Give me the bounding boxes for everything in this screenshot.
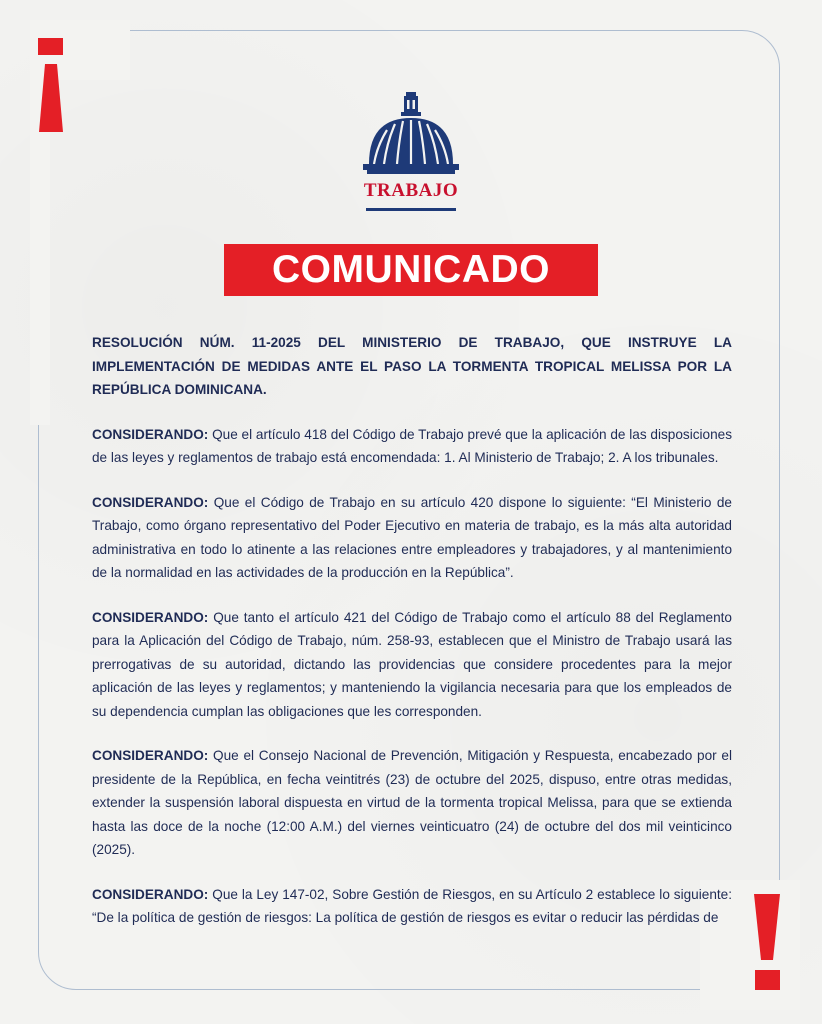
paragraph-text: Que tanto el artículo 421 del Código de Trabajo como el artículo 88 del Reglamento para la Aplicación del Código de Trabajo, núm. 258-93, establecen que el Ministro de Trabajo usará las prerrogativas de su autoridad, dictando las providencias que considere procedentes para la mejor aplicación de las leyes y reglamentos; y manteniendo la vigilancia necesaria para que los empleados de su dependencia cumplan las obligaciones que les corresponden. [92,609,732,719]
exclamation-open-icon [36,38,66,132]
paragraph-lead: CONSIDERANDO: [92,748,209,763]
considerando-paragraph [92,491,732,585]
paragraph-text: Que la Ley 147-02, Sobre Gestión de Riesgos, en su Artículo 2 establece lo siguiente: “De la política de gestión de riesgos: La política de gestión de riesgos es evitar o reducir las pérdidas de [92,886,732,925]
considerando-paragraph [92,606,732,724]
exclamation-close-icon [752,894,782,990]
comunicado-banner: COMUNICADO [224,244,598,296]
logo-label: TRABAJO [363,180,459,201]
considerando-paragraph [92,883,732,930]
paragraph-lead: CONSIDERANDO: [92,494,209,510]
paragraph-lead: CONSIDERANDO: [92,886,209,902]
paragraph-lead: CONSIDERANDO: [92,426,209,442]
considerando-paragraph [92,744,732,862]
considerando-paragraph [92,423,732,470]
paragraph-text: Que el artículo 418 del Código de Trabajo prevé que la aplicación de las disposiciones de las leyes y reglamentos de trabajo está encomendada: 1. Al Ministerio de Trabajo; 2. A los tribunales. [92,426,733,465]
logo-underline [366,208,456,211]
resolution-title: RESOLUCIÓN NÚM. 11-2025 DEL MINISTERIO DE TRABAJO, QUE INSTRUYE LA IMPLEMENTACIÓN DE MEDIDAS ANTE EL PASO LA TORMENTA TROPICAL MELISSA POR LA REPÚBLICA DOMINICANA. [92,335,732,397]
resolution-body [92,331,732,951]
paragraph-lead: CONSIDERANDO: [92,609,209,625]
paragraph-text: Que el Código de Trabajo en su artículo 420 dispone lo siguiente: “El Ministerio de Trabajo, como órgano representativo del Poder Ejecutivo en materia de trabajo, es la más alta autoridad administrativa en todo lo atinente a las relaciones entre empleadores y trabajadores, y al mantenimiento de la normalidad en las actividades de la producción en la República”. [92,494,732,580]
paragraph-text: Que el Consejo Nacional de Prevención, Mitigación y Respuesta, encabezado por el presidente de la República, en fecha veintitrés (23) de octubre del 2025, dispuso, entre otras medidas, extender la suspensión laboral dispuesta en virtud de la tormenta tropical Melissa, para que se extienda hasta las doce de la noche (12:00 A.M.) del viernes veinticuatro (24) de octubre del dos mil veinticinco (2025). [92,748,732,857]
